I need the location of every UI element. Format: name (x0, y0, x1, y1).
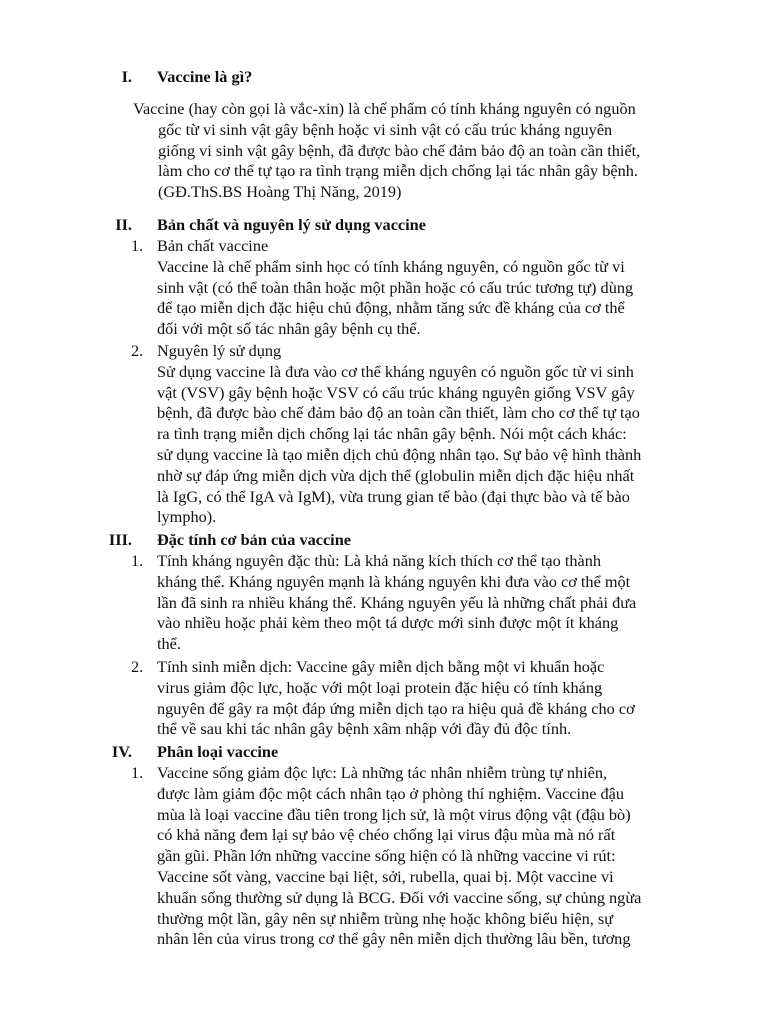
list-item-line: để tạo miễn dịch đặc hiệu chủ động, nhằm tăng sức đề kháng của cơ thể (157, 298, 625, 318)
list-item-number: 2. (131, 657, 144, 676)
list-item (0, 763, 768, 950)
section-number: II. (115, 215, 132, 234)
list-item-line: Bản chất vaccine (157, 236, 269, 255)
list-item-line: ra tình trạng miễn dịch chống lại tác nhân gây bệnh. Nói một cách khác: (157, 424, 627, 444)
list-item-line: Tính kháng nguyên đặc thù: Là khả năng kích thích cơ thể tạo thành (157, 551, 602, 570)
list-item-line: Nguyên lý sử dụng (157, 341, 282, 360)
section-heading (0, 67, 768, 88)
section-1 (0, 67, 768, 202)
intro-line: giống vi sinh vật gây bệnh, đã được bào chế đảm bảo độ an toàn cần thiết, (158, 140, 641, 160)
list-item-line: nguyên để gây ra một đáp ứng miễn dịch tạo ra hiệu quả đề kháng cho cơ (157, 698, 635, 718)
section-number: I. (121, 67, 132, 86)
section-number: III. (108, 530, 132, 549)
list-item-line: Vaccine sốt vàng, vaccine bại liệt, sởi, rubella, quai bị. Một vaccine vi (157, 866, 614, 886)
list-item (0, 341, 768, 528)
list-item-line: gần gũi. Phần lớn những vaccine sống hiện có là những vaccine vi rút: (157, 846, 616, 866)
section-3 (0, 530, 768, 739)
list-item (0, 551, 768, 655)
section-title: Bản chất và nguyên lý sử dụng vaccine (157, 215, 426, 234)
intro-line: (GĐ.ThS.BS Hoàng Thị Năng, 2019) (158, 182, 402, 202)
list-item (0, 657, 768, 740)
section-title: Phân loại vaccine (157, 742, 279, 761)
section-2 (0, 215, 768, 527)
list-item-line: bệnh, đã được bào chế đảm bảo độ an toàn cần thiết, làm cho cơ thể tự tạo (157, 403, 640, 423)
list-item-line: thể. (157, 634, 181, 654)
list-item-line: nhờ sự đáp ứng miễn dịch vừa dịch thể (globulin miễn dịch đặc hiệu nhất (157, 465, 635, 485)
intro-line: Vaccine (hay còn gọi là vắc-xin) là chế phẩm có tính kháng nguyên có nguồn (133, 99, 636, 118)
list-item-line: mùa là loại vaccine đầu tiên trong lịch sử, là một virus động vật (đậu bò) (157, 804, 631, 824)
list-item-line: virus giảm độc lực, hoặc với một loại protein đặc hiệu có tính kháng (157, 677, 603, 697)
list-item-line: thường một lần, gây nên sự nhiễm trùng nhẹ hoặc không biểu hiện, sự (157, 908, 614, 928)
section-heading (0, 215, 768, 236)
list-item-line: Tính sinh miễn dịch: Vaccine gây miễn dịch bằng một vi khuẩn hoặc (157, 657, 605, 676)
intro-line: gốc từ vi sinh vật gây bệnh hoặc vi sinh vật có cấu trúc kháng nguyên (158, 119, 613, 139)
list-item-line: có khả năng đem lại sự bảo vệ chéo chống lại virus đậu mùa mà nó rất (157, 825, 616, 845)
list-item-line: Vaccine là chế phẩm sinh học có tính kháng nguyên, có nguồn gốc từ vi (157, 256, 625, 276)
list-item-line: sinh vật (có thể toàn thân hoặc một phần hoặc có cấu trúc tương tự) dùng (157, 277, 634, 297)
intro-line: làm cho cơ thể tự tạo ra tình trạng miễn dịch chống lại tác nhân gây bệnh. (158, 161, 638, 181)
list-item-number: 1. (131, 551, 144, 570)
list-item-line: Sử dụng vaccine là đưa vào cơ thể kháng nguyên có nguồn gốc từ vi sinh (157, 361, 634, 381)
list-item-line: là IgG, có thể IgA và IgM), vừa trung gian tế bào (đại thực bào và tế bào (157, 486, 630, 506)
section-number: IV. (111, 742, 132, 761)
list-item-line: thể về sau khi tác nhân gây bệnh xâm nhập với đầy đủ độc tính. (157, 719, 572, 739)
list-item-line: đối với một số tác nhân gây bệnh cụ thể. (157, 319, 421, 339)
section-title: Đặc tính cơ bản của vaccine (157, 530, 351, 549)
list-item-line: Vaccine sống giảm độc lực: Là những tác nhân nhiễm trùng tự nhiên, (157, 763, 608, 782)
list-item-line: khuẩn sống thường sử dụng là BCG. Đối với vaccine sống, sự chủng ngừa (157, 887, 642, 907)
section-4 (0, 742, 768, 949)
list-item-line: lần đã sinh ra nhiều kháng thể. Kháng nguyên yếu là những chất phải đưa (157, 592, 637, 612)
section-heading (0, 530, 768, 551)
list-item-line: kháng thể. Kháng nguyên mạnh là kháng nguyên khi đưa vào cơ thể một (157, 571, 631, 591)
list-item-line: nhân lên của virus trong cơ thể gây nên miễn dịch thường lâu bền, tương (157, 929, 631, 949)
section-intro (133, 99, 703, 203)
section-title: Vaccine là gì? (157, 67, 253, 86)
section-heading (0, 742, 768, 763)
list-item-line: vật (VSV) gây bệnh hoặc VSV có cấu trúc kháng nguyên giống VSV gây (157, 382, 635, 402)
list-item-line: sử dụng vaccine là tạo miễn dịch chủ động nhân tạo. Sự bảo vệ hình thành (157, 444, 642, 464)
list-item-number: 2. (131, 341, 144, 360)
list-item (0, 236, 768, 340)
list-item-number: 1. (131, 236, 144, 255)
list-item-line: lympho). (157, 507, 217, 527)
list-item-line: vào nhiều hoặc phải kèm theo một tá dược mới sinh được một ít kháng (157, 613, 619, 633)
list-item-number: 1. (131, 763, 144, 782)
list-item-line: được làm giảm độc một cách nhân tạo ở phòng thí nghiệm. Vaccine đậu (157, 783, 625, 803)
